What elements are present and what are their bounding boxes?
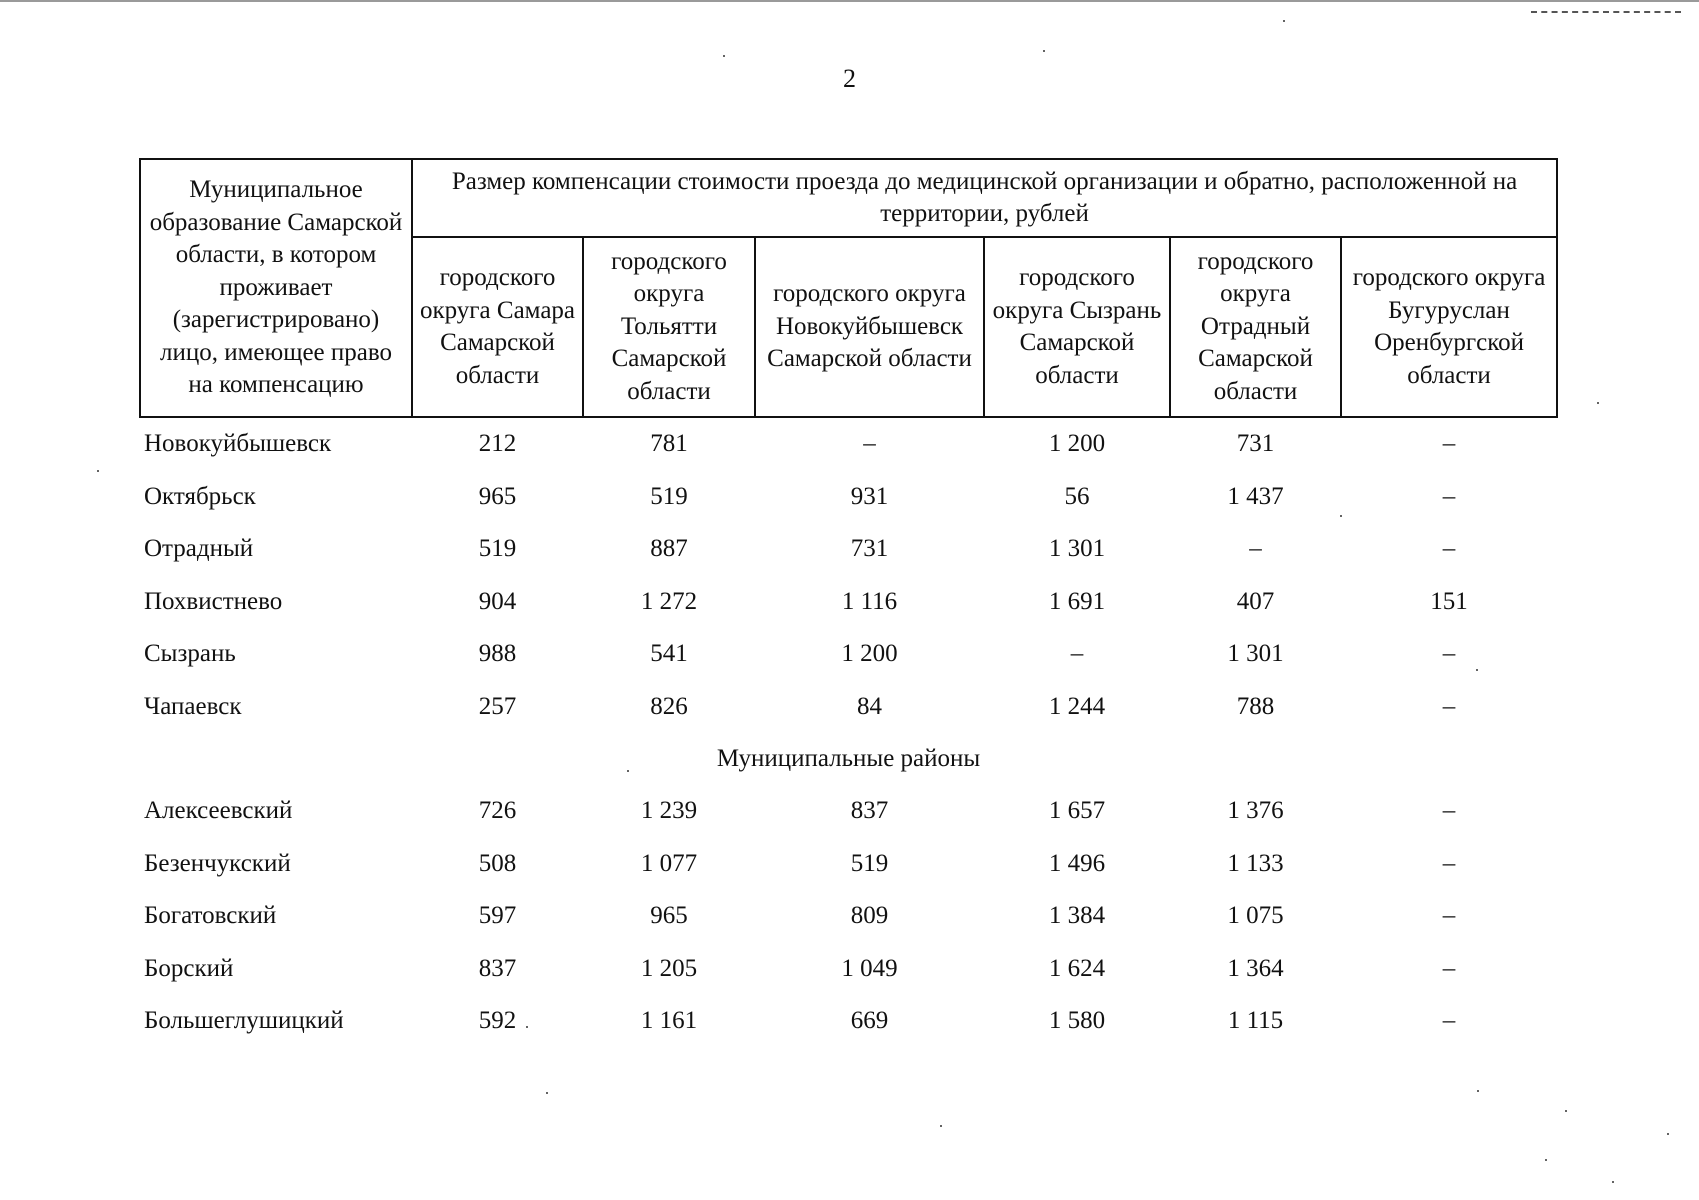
table-cell: 731 (1236, 430, 1275, 457)
table-cell: – (1442, 640, 1456, 667)
table-row (140, 576, 1557, 629)
table-cell: 407 (1236, 587, 1275, 615)
page-number: 2 (843, 64, 856, 93)
row-name: Новокуйбышевск (144, 430, 332, 457)
table-cell: 1 691 (1048, 587, 1106, 615)
table-cell: 1 205 (640, 954, 698, 982)
table-cell: 809 (850, 902, 889, 929)
table-cell: 1 161 (640, 1007, 698, 1034)
table-cell: 1 049 (841, 954, 898, 982)
table-cell: 837 (850, 797, 889, 824)
row-name: Богатовский (144, 902, 277, 929)
table-cell: 965 (478, 482, 517, 510)
table-cell: 904 (478, 587, 517, 615)
table-cell: – (1442, 954, 1456, 982)
column-header-otradny: городского округа Отрадный Самарской области (1170, 237, 1341, 417)
table-cell: – (1442, 692, 1456, 720)
table-cell: 592 (478, 1007, 517, 1034)
table-cell: 1 580 (1048, 1007, 1106, 1034)
scan-speck (723, 55, 725, 57)
table-cell: 1 115 (1227, 1007, 1284, 1034)
table-row (140, 995, 1557, 1048)
scan-speck (97, 470, 99, 472)
row-name: Сызрань (144, 640, 236, 667)
table-row (140, 785, 1557, 838)
table-cell: 212 (478, 430, 517, 457)
table-cell: 1 364 (1227, 954, 1284, 982)
table-row (140, 681, 1557, 734)
table-cell: 1 301 (1048, 535, 1106, 562)
column-header-tolyatti: городского округа Тольятти Самарской области (583, 237, 755, 417)
municipality-column-header: Муниципальное образование Самарской области, в котором проживает (зарегистрировано) лицо, имеющее право на компенсацию (140, 159, 412, 417)
table-cell: 56 (1064, 482, 1090, 510)
table-cell: 731 (850, 535, 889, 562)
table-cell: – (1070, 640, 1084, 667)
table-row (140, 838, 1557, 891)
row-name: Большеглушицкий (144, 1007, 344, 1034)
table-cell: 826 (650, 692, 688, 720)
scan-speck (1283, 20, 1285, 22)
table-cell: 965 (650, 902, 688, 929)
row-name: Безенчукский (144, 849, 291, 877)
table-cell: – (863, 430, 876, 457)
table-cell: 887 (650, 535, 688, 562)
scan-speck (1545, 1159, 1547, 1161)
compensation-table (139, 158, 1558, 1048)
row-name: Октябрьск (144, 482, 256, 510)
table-cell: – (1442, 430, 1456, 457)
table-cell: 1 376 (1227, 797, 1284, 824)
row-name: Борский (144, 954, 234, 982)
table-cell: 931 (850, 482, 889, 510)
column-header-novokuybyshevsk: городского округа Новокуйбышевск Самарской области (755, 237, 984, 417)
table-cell: 1 116 (841, 587, 898, 615)
table-cell: 1 624 (1048, 954, 1106, 982)
table-cell: 519 (478, 535, 517, 562)
table-row (140, 628, 1557, 681)
table-cell: 1 075 (1227, 902, 1284, 929)
scan-speck (940, 1125, 942, 1127)
table-cell: 519 (650, 482, 688, 510)
table-row (140, 417, 1557, 471)
table-row (140, 523, 1557, 576)
table-cell: – (1442, 849, 1456, 877)
row-name: Похвистнево (144, 587, 283, 615)
table-cell: 1 272 (640, 587, 698, 615)
table-cell: 1 657 (1048, 797, 1106, 824)
table-cell: – (1442, 535, 1456, 562)
table-row (140, 471, 1557, 524)
scan-dashed-rule (1531, 11, 1681, 13)
table-row (140, 943, 1557, 996)
table-cell: 1 200 (841, 640, 898, 667)
table-cell: 726 (478, 797, 517, 824)
table-cell: 1 239 (640, 797, 698, 824)
column-header-syzran: городского округа Сызрань Самарской области (984, 237, 1170, 417)
row-name: Алексеевский (144, 797, 293, 824)
scan-speck (1477, 1090, 1479, 1092)
section-title: Муниципальные районы (716, 744, 981, 772)
table-cell: – (1442, 1007, 1456, 1034)
scan-speck (1043, 50, 1045, 52)
table-cell: 1 384 (1048, 902, 1106, 929)
table-cell: 837 (478, 954, 517, 982)
table-cell: 1 301 (1227, 640, 1284, 667)
scan-speck (1612, 1181, 1614, 1183)
scan-speck (1597, 402, 1599, 404)
table-cell: 257 (478, 692, 517, 720)
table-cell: 151 (1430, 587, 1468, 615)
table-cell: 1 496 (1048, 849, 1106, 877)
row-name: Чапаевск (144, 692, 242, 720)
table-cell: 597 (478, 902, 517, 929)
table-row (140, 890, 1557, 943)
table-cell: – (1442, 902, 1456, 929)
table-cell: 988 (478, 640, 517, 667)
table-cell: 541 (650, 640, 688, 667)
column-header-buguruslan: городского округа Бугуруслан Оренбургской области (1341, 237, 1557, 417)
table-cell: – (1442, 797, 1456, 824)
scan-top-border (0, 0, 1699, 2)
table-cell: 84 (857, 692, 882, 720)
table-cell: 781 (650, 430, 688, 457)
scan-speck (1667, 1133, 1669, 1135)
table-cell: 1 437 (1227, 482, 1284, 510)
table-cell: 788 (1236, 692, 1275, 720)
section-row (140, 733, 1557, 785)
table-cell: 519 (850, 849, 889, 877)
table-cell: 508 (478, 849, 517, 877)
table-cell: – (1442, 482, 1456, 510)
table-cell: 1 077 (640, 849, 698, 877)
table-cell: – (1249, 535, 1262, 562)
scan-speck (546, 1092, 548, 1094)
table-cell: 1 244 (1048, 692, 1106, 720)
table-cell: 669 (850, 1007, 889, 1034)
row-name: Отрадный (144, 535, 254, 562)
compensation-group-header: Размер компенсации стоимости проезда до медицинской организации и обратно, расположенной на территории, рублей (412, 159, 1557, 237)
scan-speck (1565, 1110, 1567, 1112)
table-cell: 1 200 (1048, 430, 1106, 457)
column-header-samara: городского округа Самара Самарской области (412, 237, 583, 417)
table-cell: 1 133 (1227, 849, 1284, 877)
